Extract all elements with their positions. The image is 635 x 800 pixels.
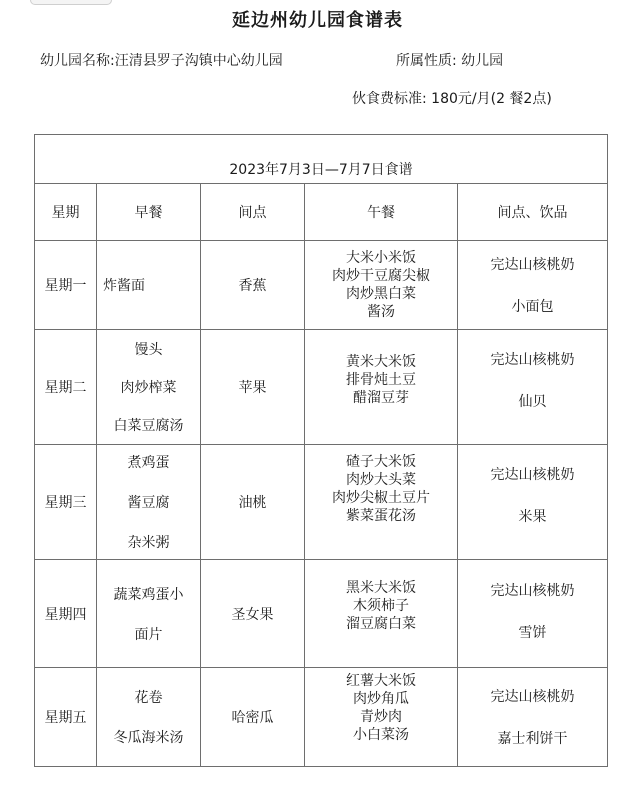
drink-item: 完达山核桃奶 <box>490 689 575 705</box>
header-row <box>35 184 608 241</box>
snack-cell: 哈密瓜 <box>201 668 305 767</box>
lunch-item: 小白菜汤 <box>353 727 409 743</box>
drink-item: 小面包 <box>511 299 554 315</box>
breakfast-item: 蔬菜鸡蛋小 <box>113 586 184 603</box>
day-cell: 星期二 <box>35 330 97 445</box>
drink-cell <box>458 330 608 445</box>
drink-item: 雪饼 <box>518 624 547 641</box>
lunch-item: 肉炒尖椒土豆片 <box>332 490 430 506</box>
breakfast-item: 白菜豆腐汤 <box>113 418 184 434</box>
table-row <box>35 445 608 560</box>
lunch-item: 紫菜蛋花汤 <box>346 508 416 524</box>
kindergarten-name: 幼儿园名称:汪清县罗子沟镇中心幼儿园 <box>40 53 283 69</box>
day-cell: 星期一 <box>35 241 97 330</box>
lunch-item: 溜豆腐白菜 <box>346 615 416 632</box>
menu-period <box>35 135 608 184</box>
breakfast-item: 面片 <box>134 626 163 643</box>
table-row <box>35 330 608 445</box>
lunch-item: 肉炒黑白菜 <box>346 286 416 302</box>
breakfast-item: 炸酱面 <box>103 278 145 294</box>
breakfast-cell <box>97 445 201 560</box>
lunch-cell <box>305 330 458 445</box>
col-header-day: 星期 <box>35 184 97 241</box>
lunch-item: 酱汤 <box>367 304 395 320</box>
menu-period-text: 2023年7月3日—7月7日食谱 <box>229 162 413 178</box>
drink-item: 完达山核桃奶 <box>490 582 575 599</box>
drink-cell <box>458 560 608 668</box>
lunch-item: 肉炒干豆腐尖椒 <box>332 268 430 284</box>
breakfast-item: 花卷 <box>134 690 163 706</box>
breakfast-cell <box>97 560 201 668</box>
day-cell: 星期三 <box>35 445 97 560</box>
lunch-item: 木须柿子 <box>353 597 409 614</box>
drink-item: 完达山核桃奶 <box>490 257 575 273</box>
menu-table <box>34 134 608 767</box>
lunch-item: 肉炒大头菜 <box>346 472 416 488</box>
day-cell: 星期五 <box>35 668 97 767</box>
snack-cell: 香蕉 <box>201 241 305 330</box>
drink-item: 完达山核桃奶 <box>490 352 575 368</box>
day-cell: 星期四 <box>35 560 97 668</box>
lunch-cell <box>305 668 458 767</box>
kindergarten-nature: 所属性质: 幼儿园 <box>396 53 504 69</box>
fee-standard: 伙食费标准: 180元/月(2 餐2点) <box>352 91 552 107</box>
table-row <box>35 668 608 767</box>
table-row <box>35 560 608 668</box>
drink-item: 完达山核桃奶 <box>490 467 575 483</box>
col-header-lunch: 午餐 <box>305 184 458 241</box>
lunch-cell <box>305 445 458 560</box>
lunch-item: 排骨炖土豆 <box>346 372 416 388</box>
lunch-item: 青炒肉 <box>360 709 402 725</box>
breakfast-cell <box>97 668 201 767</box>
breakfast-cell <box>97 241 201 330</box>
col-header-drink: 间点、饮品 <box>458 184 608 241</box>
lunch-item: 醋溜豆芽 <box>353 390 409 406</box>
drink-cell <box>458 241 608 330</box>
lunch-item: 红薯大米饭 <box>346 673 416 689</box>
drink-item: 仙贝 <box>518 394 547 410</box>
lunch-cell <box>305 560 458 668</box>
drink-item: 嘉士利饼干 <box>497 731 568 747</box>
lunch-item: 黑米大米饭 <box>346 579 416 596</box>
snack-cell: 圣女果 <box>201 560 305 668</box>
breakfast-item: 杂米粥 <box>127 535 170 551</box>
table-row <box>35 241 608 330</box>
drink-item: 米果 <box>518 509 547 525</box>
lunch-item: 肉炒角瓜 <box>353 691 409 707</box>
page-title: 延边州幼儿园食谱表 <box>232 10 403 31</box>
lunch-item: 大米小米饭 <box>346 250 416 266</box>
breakfast-item: 酱豆腐 <box>127 495 170 511</box>
col-header-snack: 间点 <box>201 184 305 241</box>
breakfast-item: 馒头 <box>134 342 163 358</box>
breakfast-item: 冬瓜海米汤 <box>113 730 184 746</box>
lunch-cell <box>305 241 458 330</box>
lunch-item: 黄米大米饭 <box>346 354 416 370</box>
snack-cell: 油桃 <box>201 445 305 560</box>
drink-cell <box>458 668 608 767</box>
breakfast-item: 肉炒榨菜 <box>120 380 177 396</box>
lunch-item: 碴子大米饭 <box>346 454 416 470</box>
drink-cell <box>458 445 608 560</box>
breakfast-item: 煮鸡蛋 <box>127 455 170 471</box>
breakfast-cell <box>97 330 201 445</box>
col-header-breakfast: 早餐 <box>97 184 201 241</box>
snack-cell: 苹果 <box>201 330 305 445</box>
top-bar-edge <box>30 0 112 5</box>
